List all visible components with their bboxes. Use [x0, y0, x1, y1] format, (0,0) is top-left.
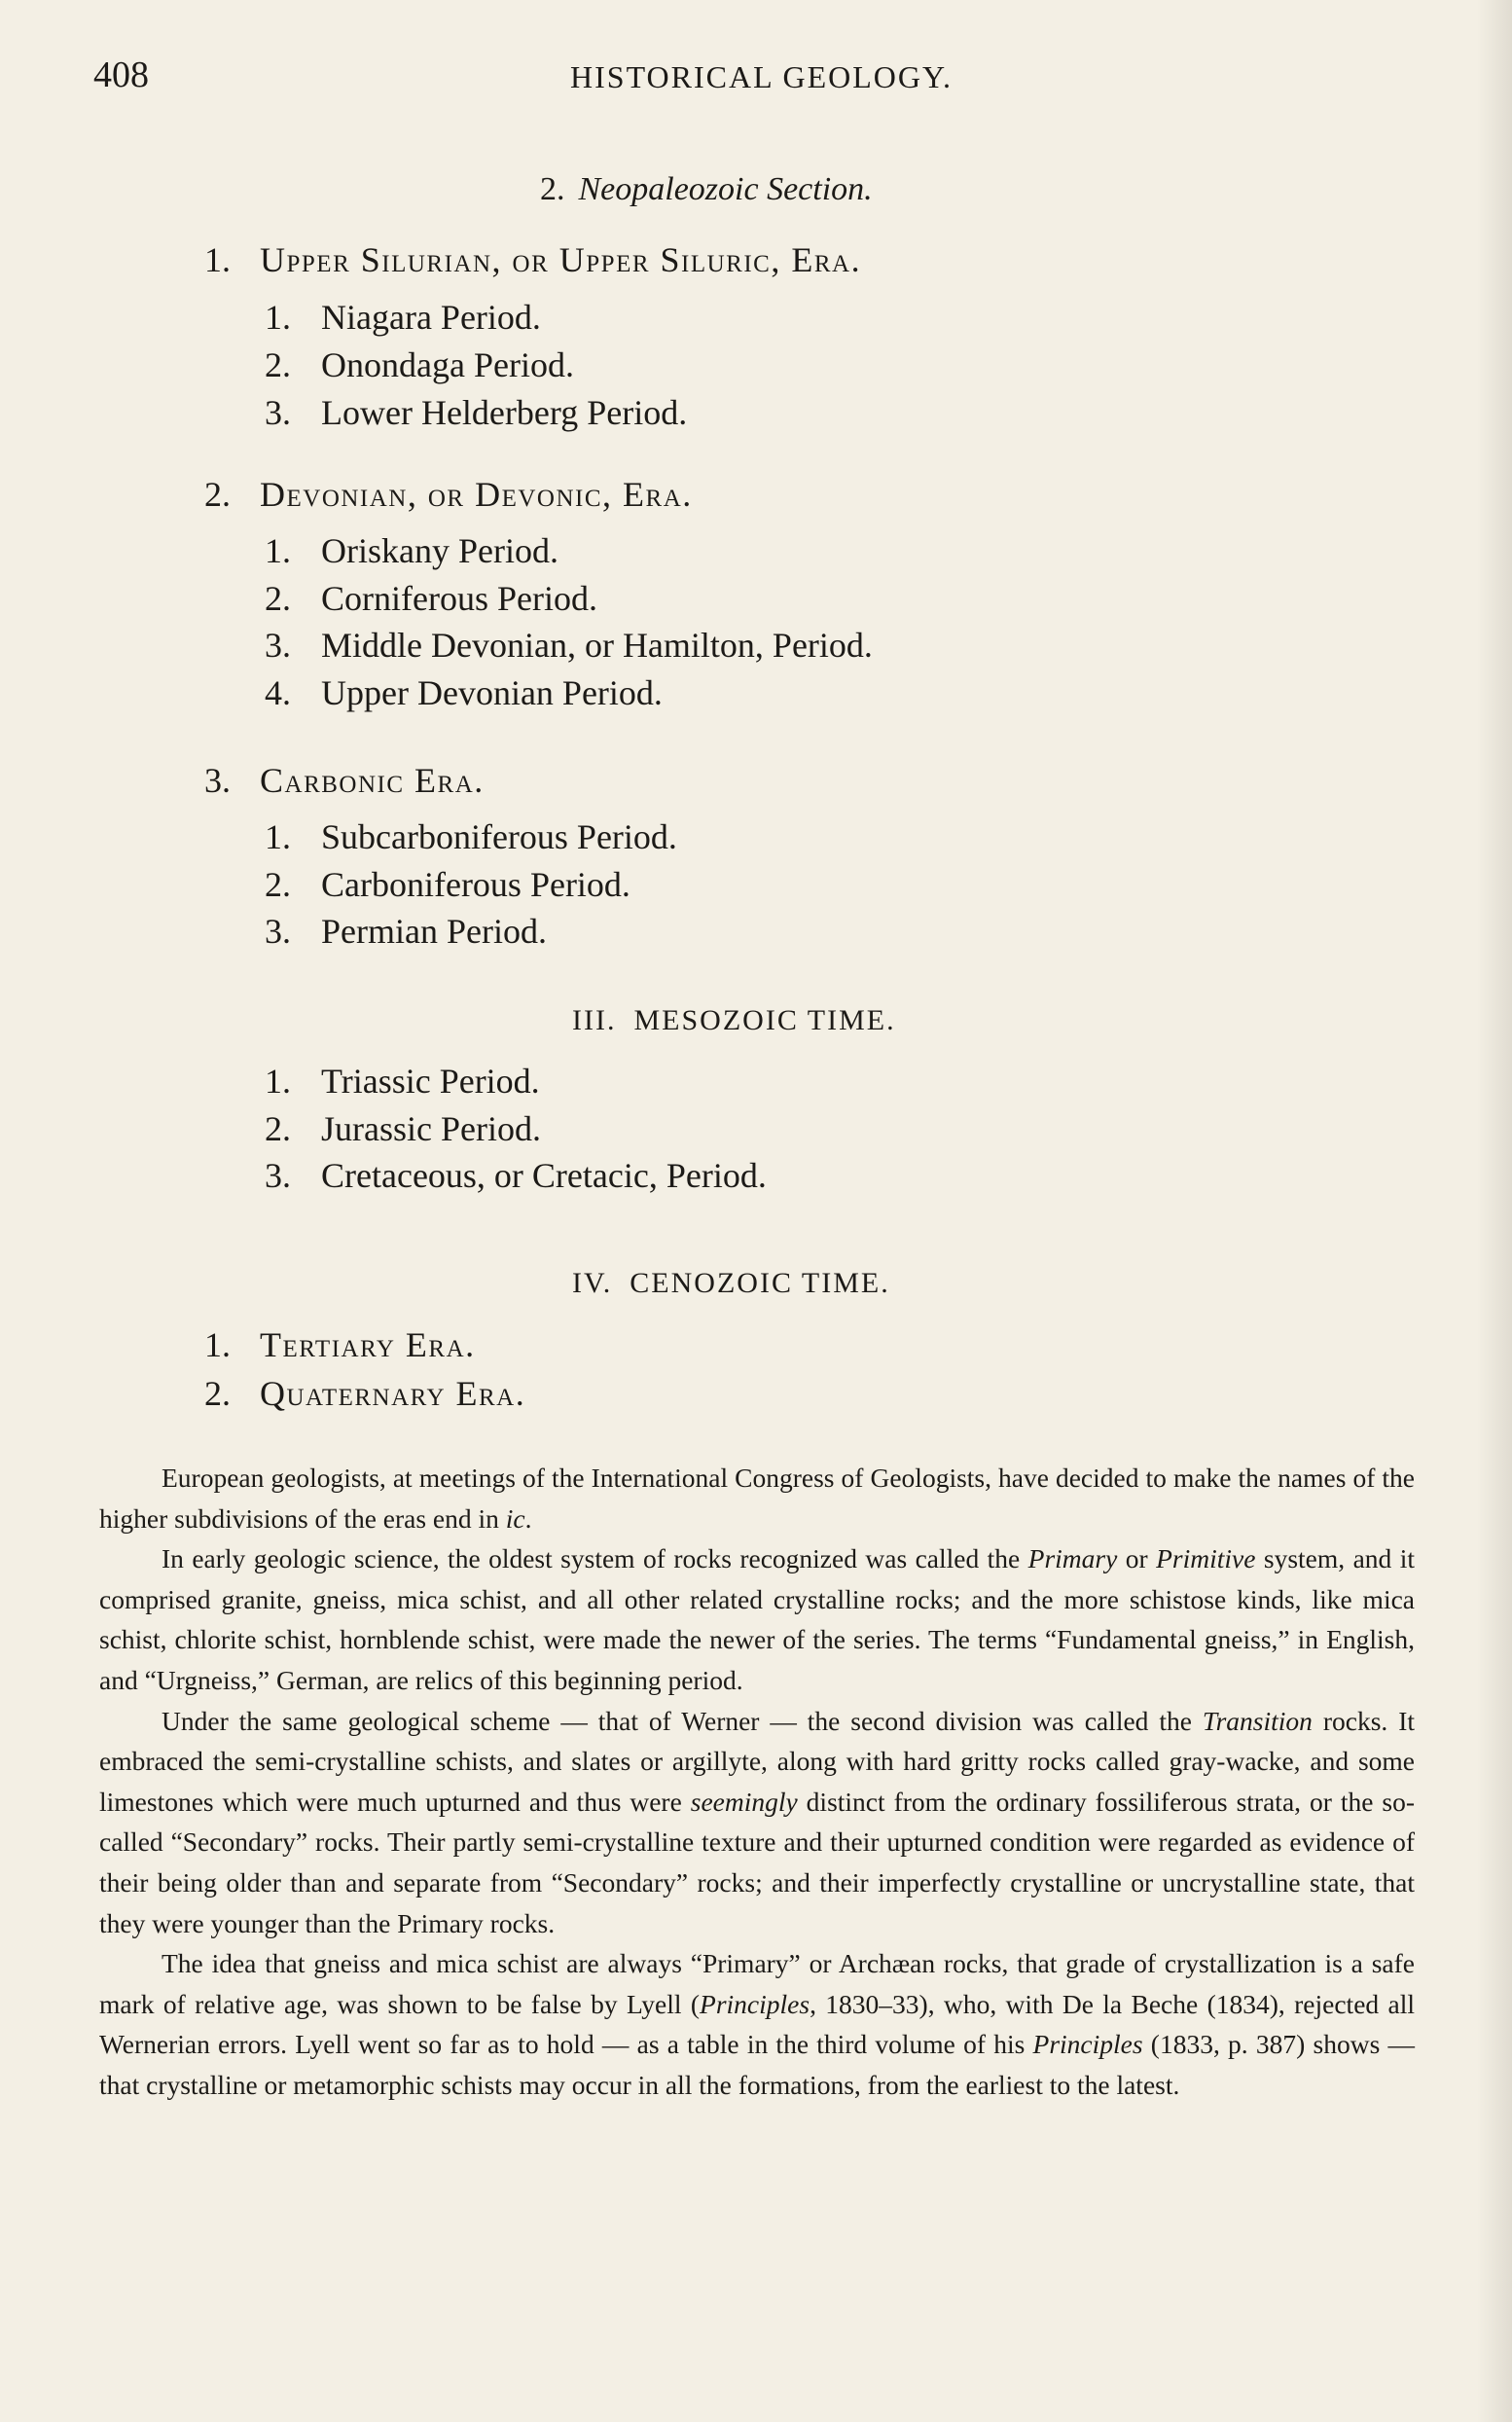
time-heading-cenozoic [572, 1267, 890, 1300]
text-run: or [1117, 1543, 1157, 1574]
time-title: CENOZOIC TIME. [630, 1267, 890, 1299]
period-name: Niagara Period. [321, 298, 541, 337]
period-item [265, 675, 663, 710]
paragraph [99, 1538, 1415, 1700]
era-number: 1. [204, 240, 231, 279]
time-heading-mesozoic [572, 1004, 896, 1037]
period-name: Oriskany Period. [321, 531, 558, 570]
period-number: 3. [265, 393, 291, 432]
italic-text: Primitive [1156, 1543, 1256, 1574]
running-header [93, 54, 1417, 102]
text-run: rocks. It embraced the semi-crystalline schists, and slates or argillyte, along with hard gritty rocks called gray-wacke, and some limestones which were much upturned and thus were [99, 1705, 1415, 1817]
period-item [265, 1158, 767, 1193]
time-number: III. [572, 1004, 617, 1036]
period-item [265, 1064, 540, 1099]
italic-text: Principles [1032, 2029, 1143, 2060]
text-run: (1833, p. 387) shows — that crystalline or metamorphic schists may occur in all the formations, from the earliest to the latest. [99, 2029, 1415, 2100]
period-item [265, 1111, 541, 1146]
era-heading [204, 1327, 476, 1362]
page-number: 408 [93, 54, 149, 95]
era-name: Carbonic Era. [260, 761, 485, 800]
text-run: system, and it comprised granite, gneiss, mica schist, and all other related crystalline rocks; and the more schistose kinds, like mica schist, chlorite schist, hornblende schist, were made the newer of the series. The terms “Fundamental gneiss,” in English, and “Urgneiss,” German, are relics of this beginning period. [99, 1543, 1415, 1695]
period-number: 3. [265, 626, 291, 665]
period-item [265, 300, 541, 335]
section-number: 2. [540, 171, 565, 207]
period-name: Lower Helderberg Period. [321, 393, 688, 432]
text-run: . [524, 1502, 532, 1534]
era-number: 1. [204, 1325, 231, 1364]
paragraph [99, 1458, 1415, 1538]
text-run: distinct from the ordinary fossiliferous strata, or the so-called “Secondary” rocks. Their partly semi-crystalline texture and their upturned condition were regarded as evidence of their being older than and separate from “Secondary” rocks; and their imperfectly crystalline or uncrystalline state, that they were younger than the Primary rocks. [99, 1786, 1416, 1938]
period-name: Jurassic Period. [321, 1109, 541, 1148]
period-item [265, 867, 630, 902]
paragraph [99, 1943, 1415, 2105]
era-heading [204, 1376, 525, 1411]
era-heading [204, 477, 693, 512]
period-name: Permian Period. [321, 912, 547, 951]
period-number: 2. [265, 579, 291, 618]
period-item [265, 395, 687, 430]
text-run: , 1830–33), who, with De la Beche (1834), rejected all Wernerian errors. Lyell went so far as to hold — as a table in the third volume of his [99, 1988, 1416, 2060]
period-name: Middle Devonian, or Hamilton, Period. [321, 626, 873, 665]
period-number: 1. [265, 1062, 291, 1101]
period-number: 2. [265, 345, 291, 384]
italic-text: seemingly [690, 1786, 798, 1817]
period-number: 4. [265, 673, 291, 712]
era-name: Quaternary Era. [260, 1374, 526, 1413]
text-run: Under the same geological scheme — that of Werner — the second division was called the [162, 1705, 1203, 1736]
period-number: 3. [265, 1156, 291, 1195]
italic-text: Primary [1027, 1543, 1118, 1574]
section-title [540, 171, 873, 208]
italic-text: Transition [1202, 1705, 1313, 1736]
paragraph [99, 1701, 1415, 1944]
period-item [265, 347, 574, 382]
period-name: Cretaceous, or Cretacic, Period. [321, 1156, 767, 1195]
text-run: In early geologic science, the oldest system of rocks recognized was called the [162, 1543, 1028, 1574]
period-number: 2. [265, 865, 291, 904]
period-name: Subcarboniferous Period. [321, 817, 677, 856]
italic-text: ic [505, 1502, 525, 1534]
period-name: Triassic Period. [321, 1062, 540, 1101]
period-number: 1. [265, 298, 291, 337]
period-item [265, 533, 558, 568]
period-number: 3. [265, 912, 291, 951]
period-number: 1. [265, 817, 291, 856]
era-name: Upper Silurian, or Upper Siluric, Era. [260, 240, 862, 279]
period-name: Onondaga Period. [321, 345, 574, 384]
running-title: HISTORICAL GEOLOGY. [570, 59, 953, 94]
era-heading [204, 242, 861, 277]
time-title: MESOZOIC TIME. [633, 1004, 896, 1036]
era-number: 3. [204, 761, 231, 800]
period-item [265, 914, 547, 949]
italic-text: Principles [700, 1988, 810, 2019]
time-number: IV. [572, 1267, 613, 1299]
era-name: Tertiary Era. [260, 1325, 476, 1364]
body-text [99, 1458, 1415, 2106]
era-number: 2. [204, 1374, 231, 1413]
book-gutter-shadow [1477, 0, 1512, 2422]
text-run: The idea that gneiss and mica schist are always “Primary” or Archæan rocks, that grade of crystallization is a safe mark of relative age, was shown to be false by Lyell ( [99, 1948, 1415, 2019]
period-number: 2. [265, 1109, 291, 1148]
period-name: Corniferous Period. [321, 579, 597, 618]
period-number: 1. [265, 531, 291, 570]
period-name: Carboniferous Period. [321, 865, 630, 904]
period-name: Upper Devonian Period. [321, 673, 663, 712]
era-name: Devonian, or Devonic, Era. [260, 475, 693, 514]
period-item [265, 628, 873, 663]
era-number: 2. [204, 475, 231, 514]
period-item [265, 819, 677, 854]
era-heading [204, 763, 485, 798]
text-run: European geologists, at meetings of the International Congress of Geologists, have decided to make the names of the higher subdivisions of the eras end in [99, 1463, 1415, 1534]
section-name: Neopaleozoic Section. [578, 171, 873, 207]
period-item [265, 581, 597, 616]
